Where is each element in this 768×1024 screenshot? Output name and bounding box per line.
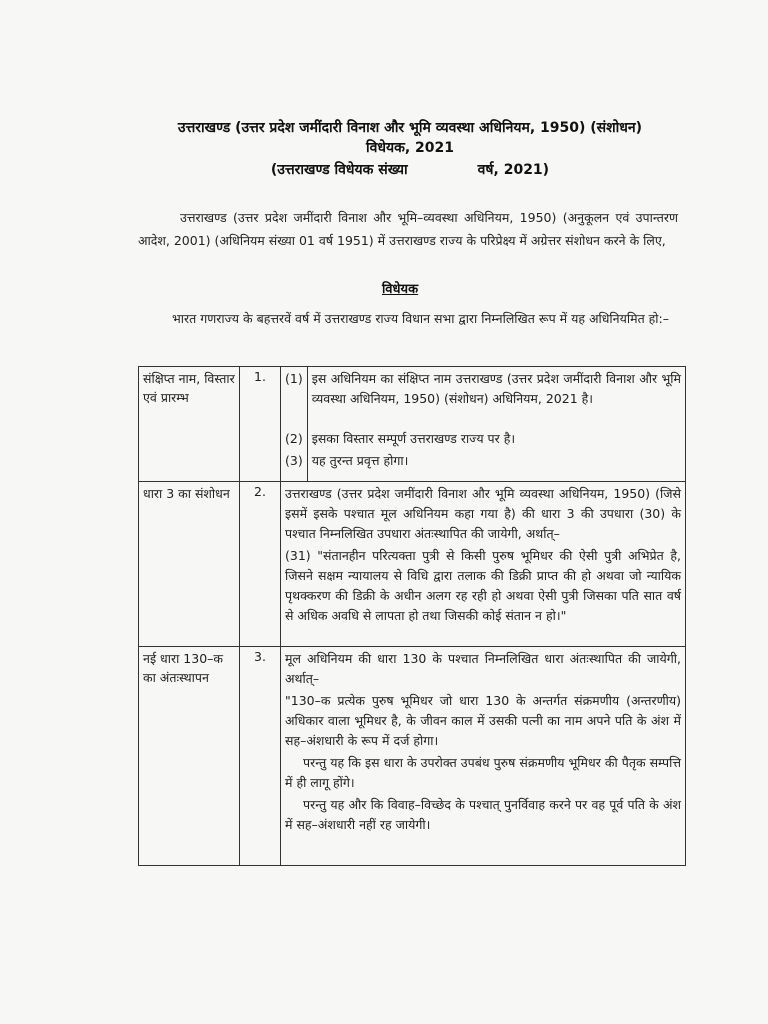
section-paragraph: "130–क प्रत्येक पुरुष भूमिधर जो धारा 130 के अन्तर्गत संक्रमणीय (अन्तरणीय) अधिकार वाला भूमिधर है, के जीवन काल में उसकी पत्नी का नाम अपने पति के अंश में सह–अंशधारी के रूप में दर्ज होगा।	[285, 693, 681, 748]
subsection-text: इस अधिनियम का संक्षिप्त नाम उत्तराखण्ड (उत्तर प्रदेश जमींदारी विनाश और भूमि व्यवस्था अधिनियम, 1950) (संशोधन) अधिनियम, 2021 है।	[311, 371, 681, 406]
sections-table	[138, 366, 686, 866]
section-paragraph: उत्तराखण्ड (उत्तर प्रदेश जमींदारी विनाश और भूमि व्यवस्था अधिनियम, 1950) (जिसे इसमें इसके पश्चात मूल अधिनियम कहा गया है) की धारा 3 की उपधारा (30) के पश्चात निम्नलिखित उपधारा अंतःस्थापित की जायेगी, अर्थात्–	[285, 486, 681, 541]
preamble-text: उत्तराखण्ड (उत्तर प्रदेश जमींदारी विनाश और भूमि–व्यवस्था अधिनियम, 1950) (अनुकूलन एवं उपान्तरण आदेश, 2001) (अधिनियम संख्या 01 वर्ष 1951) में उत्तराखण्ड राज्य के परिप्रेक्ष्य में अग्रेत्तर संशोधन करने के लिए,	[138, 210, 678, 248]
section-paragraph: मूल अधिनियम की धारा 130 के पश्चात निम्नलिखित धारा अंतःस्थापित की जायेगी, अर्थात्–	[285, 651, 681, 686]
bill-number-label: (उत्तराखण्ड विधेयक संख्या	[270, 162, 408, 178]
section-body	[281, 482, 686, 647]
bill-title-line2: विधेयक, 2021	[365, 140, 455, 156]
proviso-paragraph: परन्तु यह और कि विवाह–विच्छेद के पश्चात् पुनर्विवाह करने पर वह पूर्व पति के अंश में सह–अंशधारी नहीं रह जायेगी।	[285, 797, 681, 832]
section-row	[139, 482, 686, 647]
subsection-text: यह तुरन्त प्रवृत्त होगा।	[311, 453, 409, 468]
preamble	[138, 206, 678, 252]
subsection-label: (1)	[285, 371, 303, 386]
bill-number-line	[130, 160, 690, 180]
section-row	[139, 367, 686, 482]
enacting-clause-text: भारत गणराज्य के बहत्तरवें वर्ष में उत्तराखण्ड राज्य विधान सभा द्वारा निम्नलिखित रूप में यह अधिनियमित हो:–	[172, 311, 669, 326]
subsection-text: इसका विस्तार सम्पूर्ण उत्तराखण्ड राज्य पर है।	[311, 431, 516, 446]
section-number: 1.	[240, 367, 281, 482]
section-row	[139, 647, 686, 866]
bill-heading: विधेयक	[381, 282, 419, 297]
section-title: नई धारा 130–क का अंतःस्थापन	[139, 647, 240, 866]
bill-year-label: वर्ष, 2021)	[477, 162, 550, 178]
section-paragraph: (31) "संतानहीन परित्यक्ता पुत्री से किसी पुरुष भूमिधर की ऐसी पुत्री अभिप्रेत है, जिसने सक्षम न्यायालय से विधि द्वारा तलाक की डिक्री प्राप्त की हो अथवा जो न्यायिक पृथक्करण की डिक्री के अधीन अलग रह रही हो अथवा ऐसी पुत्री जिसका पति सात वर्ष से अधिक अवधि से लापता हो तथा जिसकी कोई संतान न हो।"	[285, 548, 681, 623]
section-body	[307, 367, 685, 482]
proviso-paragraph: परन्तु यह कि इस धारा के उपरोक्त उपबंध पुरुष संक्रमणीय भूमिधर की पैतृक सम्पत्ति में ही लागू होंगे।	[285, 755, 681, 790]
section-number: 2.	[240, 482, 281, 647]
section-title: धारा 3 का संशोधन	[139, 482, 240, 647]
bill-title-line1: उत्तराखण्ड (उत्तर प्रदेश जमींदारी विनाश और भूमि व्यवस्था अधिनियम, 1950) (संशोधन)	[177, 120, 643, 136]
subsection-label: (3)	[285, 453, 303, 468]
section-title: संक्षिप्त नाम, विस्तार एवं प्रारम्भ	[139, 367, 240, 482]
section-number: 3.	[240, 647, 281, 866]
enacting-clause	[138, 308, 678, 330]
subsection-labels	[281, 367, 308, 482]
subsection-label: (2)	[285, 431, 303, 446]
section-body	[281, 647, 686, 866]
